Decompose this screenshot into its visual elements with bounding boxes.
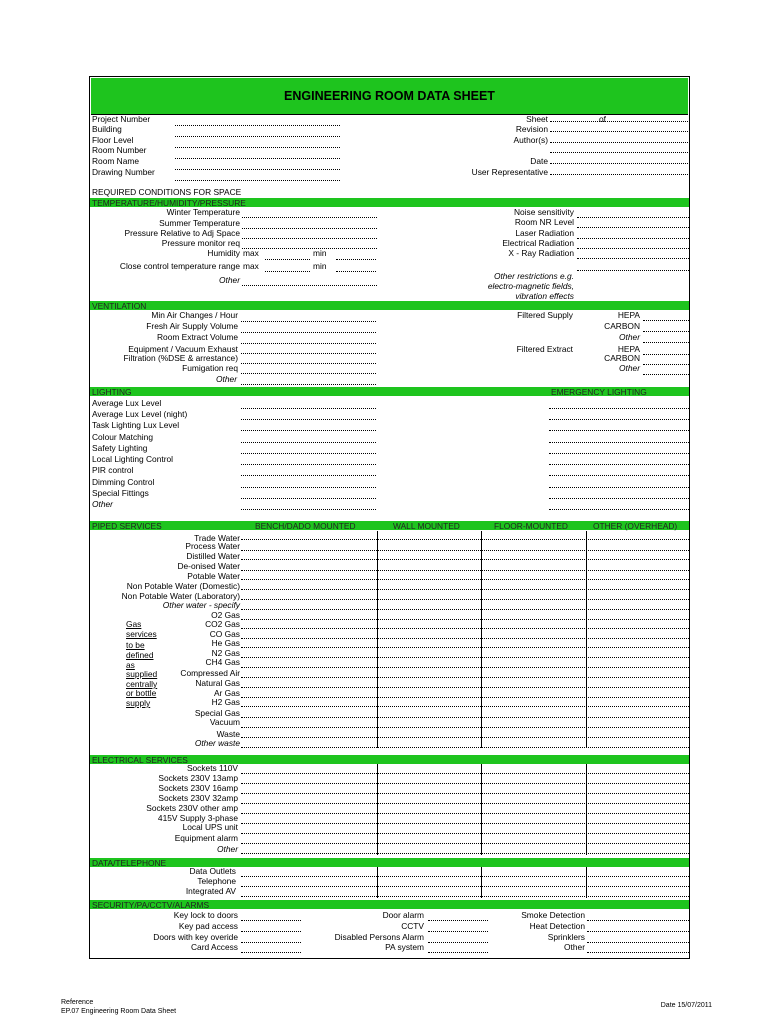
column-divider xyxy=(377,867,378,898)
entry-field[interactable] xyxy=(265,271,310,272)
emergency-field[interactable] xyxy=(549,453,689,454)
security-field[interactable] xyxy=(587,952,689,953)
other-label: Other xyxy=(219,275,240,285)
lighting-label: Average Lux Level xyxy=(92,398,162,408)
lighting-label: Colour Matching xyxy=(92,432,153,442)
ventilation-label: Equipment / Vacuum Exhaust xyxy=(128,344,238,354)
emergency-field[interactable] xyxy=(549,498,689,499)
water-label: Process Water xyxy=(185,541,240,551)
gas-label: CH4 Gas xyxy=(205,657,240,667)
ventilation-label: Room Extract Volume xyxy=(157,332,238,342)
entry-field[interactable] xyxy=(242,217,377,218)
piped-field[interactable] xyxy=(241,609,689,610)
electrical-field[interactable] xyxy=(241,803,689,804)
lighting-label: Average Lux Level (night) xyxy=(92,409,188,419)
gas-note: services xyxy=(126,629,157,639)
electrical-field[interactable] xyxy=(241,773,689,774)
temperature-label: Close control temperature range xyxy=(119,261,240,271)
security-label: PA system xyxy=(385,942,424,952)
electrical-field[interactable] xyxy=(241,813,689,814)
radiation-label: X - Ray Radiation xyxy=(508,248,574,258)
footer-reference-value: EP.07 Engineering Room Data Sheet xyxy=(61,1008,177,1015)
piped-field[interactable] xyxy=(241,599,689,600)
project-right-label: Author(s) xyxy=(513,135,548,145)
temperature-section-band-title: TEMPERATURE/HUMIDITY/PRESSURE xyxy=(92,197,246,208)
piped-field[interactable] xyxy=(241,628,689,629)
project-right-field[interactable] xyxy=(550,174,690,175)
column-divider xyxy=(586,867,587,898)
filtered-extract-label: Filtered Extract xyxy=(516,344,573,354)
hepa-label: HEPA xyxy=(617,310,640,320)
column-divider xyxy=(481,531,482,748)
other-water-label: Other water - specify xyxy=(162,600,240,610)
project-field[interactable] xyxy=(175,158,340,159)
emergency-field[interactable] xyxy=(549,464,689,465)
entry-field[interactable] xyxy=(241,321,376,322)
carbon-label: CARBON xyxy=(604,353,640,363)
gas-note: as xyxy=(126,660,135,670)
radiation-label: Electrical Radiation xyxy=(502,238,574,248)
ventilation-label: Fresh Air Supply Volume xyxy=(146,321,238,331)
water-label: Non Potable Water (Laboratory) xyxy=(121,591,240,601)
other-label: Other xyxy=(217,844,238,854)
entry-field[interactable] xyxy=(577,227,689,228)
gas-label: H2 Gas xyxy=(211,697,240,707)
piped-field[interactable] xyxy=(241,589,689,590)
electrical-label: 415V Supply 3-phase xyxy=(157,813,238,823)
security-label: Sprinklers xyxy=(547,932,585,942)
temperature-label: Summer Temperature xyxy=(159,218,240,228)
entry-field[interactable] xyxy=(241,343,376,344)
project-label: Building xyxy=(92,124,122,134)
other-label: Other xyxy=(92,499,113,509)
water-label: Non Potable Water (Domestic) xyxy=(126,581,240,591)
water-label: Distilled Water xyxy=(186,551,240,561)
piped-column-header: WALL MOUNTED xyxy=(393,521,460,531)
filtered-supply-label: Filtered Supply xyxy=(517,310,573,320)
gas-label: CO2 Gas xyxy=(205,619,240,629)
piped-field[interactable] xyxy=(241,579,689,580)
piped-field[interactable] xyxy=(241,657,689,658)
security-label: Door alarm xyxy=(382,910,424,920)
column-divider xyxy=(377,531,378,748)
ventilation-section-band xyxy=(90,301,689,310)
electrical-field[interactable] xyxy=(241,853,689,854)
lighting-label: Task Lighting Lux Level xyxy=(92,420,180,430)
project-label: Project Number xyxy=(92,114,151,124)
gas-label: Waste xyxy=(216,729,240,739)
other-restrictions-label: vibration effects xyxy=(515,291,574,301)
other-waste-label: Other waste xyxy=(194,738,240,748)
security-label: CCTV xyxy=(401,921,424,931)
security-label: Card Access xyxy=(190,942,238,952)
entry-field[interactable] xyxy=(643,342,689,343)
entry-field[interactable] xyxy=(241,464,376,465)
gas-label: CO Gas xyxy=(209,629,240,639)
entry-field[interactable] xyxy=(643,320,689,321)
entry-field[interactable] xyxy=(241,363,376,364)
electrical-field[interactable] xyxy=(241,823,689,824)
entry-field[interactable] xyxy=(242,238,377,239)
gas-note: defined xyxy=(126,650,154,660)
gas-note: supplied xyxy=(126,669,158,679)
emergency-lighting-title: EMERGENCY LIGHTING xyxy=(551,386,647,397)
entry-field[interactable] xyxy=(577,270,689,271)
data-field[interactable] xyxy=(241,896,689,897)
emergency-field[interactable] xyxy=(549,509,689,510)
radiation-label: Laser Radiation xyxy=(515,228,574,238)
carbon-label: CARBON xyxy=(604,321,640,331)
entry-field[interactable] xyxy=(577,217,689,218)
max-label: max xyxy=(243,261,259,271)
data-field[interactable] xyxy=(241,886,689,887)
electrical-label: Local UPS unit xyxy=(182,822,238,832)
water-label: Potable Water xyxy=(187,571,240,581)
hepa-label: HEPA xyxy=(617,344,640,354)
footer-date: Date 15/07/2011 xyxy=(660,1002,712,1009)
temperature-label: Humidity xyxy=(207,248,240,258)
entry-field[interactable] xyxy=(241,408,376,409)
security-field[interactable] xyxy=(241,952,301,953)
security-field[interactable] xyxy=(428,952,488,953)
security-label: Key lock to doors xyxy=(173,910,238,920)
gas-note: to be xyxy=(126,640,145,650)
piped-field[interactable] xyxy=(241,677,689,678)
project-label: Drawing Number xyxy=(92,167,155,177)
lighting-label: Safety Lighting xyxy=(92,443,148,453)
project-field[interactable] xyxy=(175,169,340,170)
water-label: Trade Water xyxy=(194,533,240,543)
temperature-label: Pressure monitor req xyxy=(161,238,240,248)
emergency-field[interactable] xyxy=(549,419,689,420)
title-bar xyxy=(91,78,688,115)
piped-field[interactable] xyxy=(241,550,689,551)
piped-field[interactable] xyxy=(241,539,689,540)
electrical-label: Sockets 110V xyxy=(186,763,238,773)
electrical-label: Sockets 230V 13amp xyxy=(158,773,238,783)
piped-field[interactable] xyxy=(241,667,689,668)
project-right-label: Date xyxy=(530,156,548,166)
security-field[interactable] xyxy=(241,931,301,932)
gas-label: Vacuum xyxy=(209,717,240,727)
electrical-label: Sockets 230V 32amp xyxy=(158,793,238,803)
gas-note: or bottle xyxy=(126,688,157,698)
footer-reference-label: Reference xyxy=(61,999,94,1006)
gas-label: Special Gas xyxy=(194,708,240,718)
entry-field[interactable] xyxy=(577,238,689,239)
gas-note: Gas xyxy=(126,619,142,629)
temperature-label: Pressure Relative to Adj Space xyxy=(124,228,240,238)
other-label: Other xyxy=(216,374,237,384)
security-label: Heat Detection xyxy=(529,921,585,931)
project-label: Room Name xyxy=(92,156,140,166)
piped-field[interactable] xyxy=(241,638,689,639)
entry-field[interactable] xyxy=(643,374,689,375)
electrical-section-band-title: ELECTRICAL SERVICES xyxy=(92,754,188,765)
entry-field[interactable] xyxy=(242,285,377,286)
project-field[interactable] xyxy=(175,136,340,137)
security-label: Doors with key overide xyxy=(153,932,238,942)
piped-field[interactable] xyxy=(241,687,689,688)
project-right-field[interactable] xyxy=(550,131,690,132)
entry-field[interactable] xyxy=(241,430,376,431)
min-label: min xyxy=(313,248,327,258)
security-label: Disabled Persons Alarm xyxy=(334,932,424,942)
emergency-field[interactable] xyxy=(549,442,689,443)
project-right-field[interactable] xyxy=(550,163,690,164)
piped-column-header: FLOOR-MOUNTED xyxy=(494,521,568,531)
other-restrictions-label: electro-magnetic fields, xyxy=(487,281,574,291)
entry-field[interactable] xyxy=(336,271,376,272)
security-label: Smoke Detection xyxy=(521,910,585,920)
entry-field[interactable] xyxy=(643,364,689,365)
gas-label: Ar Gas xyxy=(213,688,240,698)
column-divider xyxy=(377,764,378,855)
entry-field[interactable] xyxy=(242,248,377,249)
security-label: Other xyxy=(564,942,585,952)
piped-field[interactable] xyxy=(241,559,689,560)
entry-field[interactable] xyxy=(241,419,376,420)
security-field[interactable] xyxy=(241,942,301,943)
required-heading: REQUIRED CONDITIONS FOR SPACE xyxy=(92,187,242,197)
electrical-field[interactable] xyxy=(241,843,689,844)
column-divider xyxy=(586,764,587,855)
project-field[interactable] xyxy=(175,125,340,126)
sheet-title: ENGINEERING ROOM DATA SHEET xyxy=(284,89,495,103)
piped-column-header: OTHER (OVERHEAD) xyxy=(593,521,678,531)
project-label: Floor Level xyxy=(92,135,134,145)
electrical-field[interactable] xyxy=(241,783,689,784)
electrical-label: Sockets 230V 16amp xyxy=(158,783,238,793)
lighting-label: Special Fittings xyxy=(92,488,149,498)
gas-label: N2 Gas xyxy=(211,648,240,658)
security-field[interactable] xyxy=(428,931,488,932)
entry-field[interactable] xyxy=(241,487,376,488)
entry-field[interactable] xyxy=(241,384,376,385)
entry-field[interactable] xyxy=(577,248,689,249)
electrical-field[interactable] xyxy=(241,793,689,794)
security-field[interactable] xyxy=(587,931,689,932)
entry-field[interactable] xyxy=(241,498,376,499)
water-label: De-onised Water xyxy=(177,561,240,571)
piped-field[interactable] xyxy=(241,647,689,648)
piped-field[interactable] xyxy=(241,737,689,738)
column-divider xyxy=(481,867,482,898)
entry-field[interactable] xyxy=(577,258,689,259)
security-label: Key pad access xyxy=(178,921,238,931)
max-label: max xyxy=(243,248,259,258)
ventilation-label: Filtration (%DSE & arrestance) xyxy=(123,353,238,363)
piped-field[interactable] xyxy=(241,717,689,718)
temperature-label: Winter Temperature xyxy=(166,207,240,217)
security-field[interactable] xyxy=(428,942,488,943)
column-divider xyxy=(481,764,482,855)
security-field[interactable] xyxy=(587,942,689,943)
entry-field[interactable] xyxy=(241,475,376,476)
gas-label: He Gas xyxy=(211,638,240,648)
lighting-label: Local Lighting Control xyxy=(92,454,174,464)
piped-field[interactable] xyxy=(241,697,689,698)
project-right-label: Sheet xyxy=(526,114,548,124)
entry-field[interactable] xyxy=(241,332,376,333)
gas-note: centrally xyxy=(126,679,158,689)
security-field[interactable] xyxy=(428,920,488,921)
security-field[interactable] xyxy=(587,920,689,921)
data-telephone-label: Integrated AV xyxy=(185,886,236,896)
entry-field[interactable] xyxy=(643,354,689,355)
entry-field[interactable] xyxy=(336,259,376,260)
project-right-field[interactable] xyxy=(550,142,690,143)
lighting-label: PIR control xyxy=(92,465,134,475)
gas-label: O2 Gas xyxy=(211,610,240,620)
piped-field[interactable] xyxy=(241,747,689,748)
data-telephone-section-band-title: DATA/TELEPHONE xyxy=(92,857,167,868)
emergency-field[interactable] xyxy=(549,430,689,431)
project-right-field[interactable] xyxy=(550,121,690,122)
data-telephone-section-band xyxy=(90,858,689,867)
column-divider xyxy=(586,531,587,748)
lighting-section-band-title: LIGHTING xyxy=(92,386,132,397)
entry-field[interactable] xyxy=(241,453,376,454)
security-section-band-title: SECURITY/PA/CCTV/ALARMS xyxy=(92,899,210,910)
data-field[interactable] xyxy=(241,876,689,877)
entry-field[interactable] xyxy=(241,442,376,443)
ventilation-label: Min Air Changes / Hour xyxy=(151,310,238,320)
project-right-label: Revision xyxy=(515,124,548,134)
emergency-field[interactable] xyxy=(549,408,689,409)
piped-column-header: BENCH/DADO MOUNTED xyxy=(255,521,356,531)
project-label: Room Number xyxy=(92,145,147,155)
emergency-field[interactable] xyxy=(549,487,689,488)
project-right-label: User Representative xyxy=(471,167,548,177)
security-field[interactable] xyxy=(241,920,301,921)
entry-field[interactable] xyxy=(643,331,689,332)
gas-label: Compressed Air xyxy=(180,668,240,678)
piped-field[interactable] xyxy=(241,706,689,707)
project-field[interactable] xyxy=(175,180,340,181)
electrical-field[interactable] xyxy=(241,833,689,834)
ventilation-section-band-title: VENTILATION xyxy=(92,300,147,311)
entry-field[interactable] xyxy=(241,353,376,354)
ventilation-label: Fumigation req xyxy=(182,363,238,373)
gas-label: Natural Gas xyxy=(195,678,240,688)
project-field[interactable] xyxy=(175,147,340,148)
entry-field[interactable] xyxy=(241,373,376,374)
project-right-field[interactable] xyxy=(550,152,690,153)
min-label: min xyxy=(313,261,327,271)
other-label: Other xyxy=(619,332,640,342)
piped-field[interactable] xyxy=(241,570,689,571)
other-restrictions-label: Other restrictions e.g. xyxy=(493,271,574,281)
radiation-label: Room NR Level xyxy=(514,217,574,227)
entry-field[interactable] xyxy=(241,509,376,510)
entry-field[interactable] xyxy=(265,259,310,260)
of-label: of xyxy=(599,114,606,124)
entry-field[interactable] xyxy=(242,228,377,229)
radiation-label: Noise sensitivity xyxy=(513,207,574,217)
piped-services-section-band-title: PIPED SERVICES xyxy=(92,520,162,531)
data-telephone-label: Data Outlets xyxy=(189,866,236,876)
piped-field[interactable] xyxy=(241,727,689,728)
emergency-field[interactable] xyxy=(549,475,689,476)
gas-note: supply xyxy=(126,698,151,708)
electrical-label: Sockets 230V other amp xyxy=(146,803,238,813)
lighting-label: Dimming Control xyxy=(92,477,155,487)
electrical-label: Equipment alarm xyxy=(174,833,238,843)
data-telephone-label: Telephone xyxy=(197,876,236,886)
piped-field[interactable] xyxy=(241,619,689,620)
other-label: Other xyxy=(619,363,640,373)
